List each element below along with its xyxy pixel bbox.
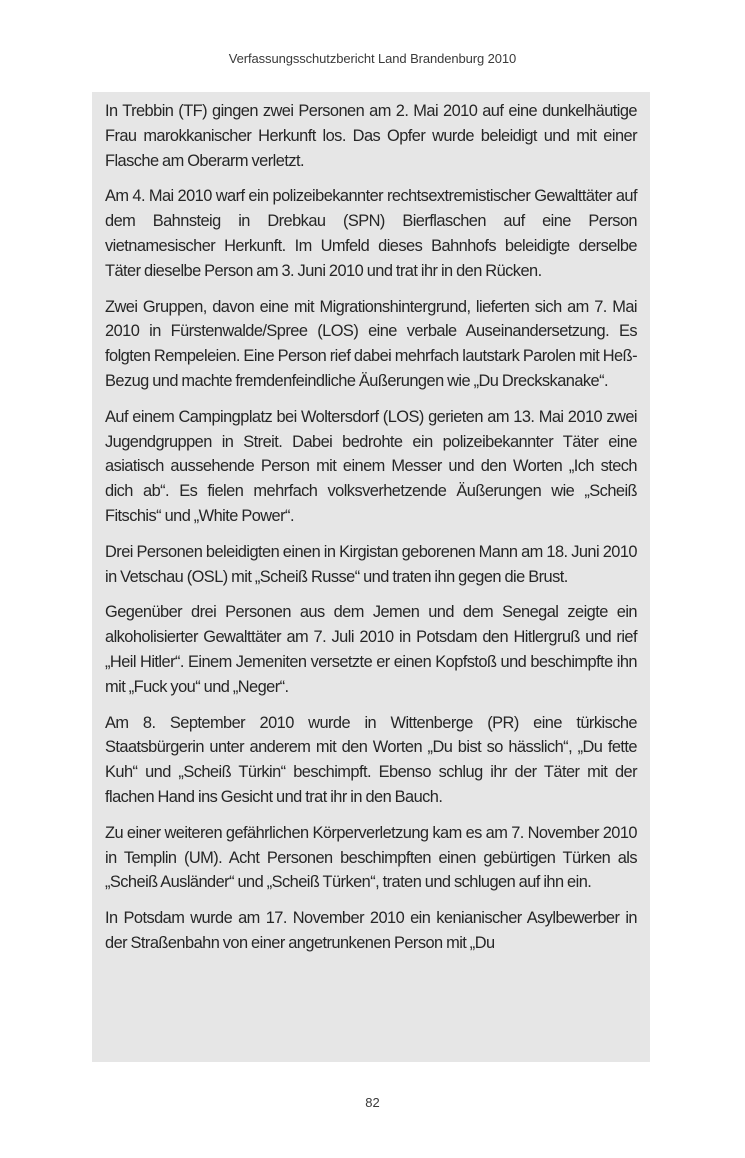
paragraph-potsdam-november: In Potsdam wurde am 17. November 2010 ein kenianischer Asylbewerber in der Straßenbahn von einer angetrunkenen Person mit „Du [105,909,637,952]
paragraph-templin: Zu einer weiteren gefährlichen Körperverletzung kam es am 7. November 2010 in Templin (UM). Acht Personen beschimpften einen gebürtigen Türken als „Scheiß Ausländer“ und „Scheiß Türken“, traten und schlugen auf ihn ein. [105,823,637,892]
paragraph-trebbin: In Trebbin (TF) gingen zwei Personen am 2. Mai 2010 auf eine dunkelhäutige Frau marokkanischer Herkunft los. Das Opfer wurde beleidigt und mit einer Flasche am Oberarm verletzt. [105,102,637,170]
paragraph-potsdam-july: Gegenüber drei Personen aus dem Jemen und dem Senegal zeigte ein alkoholisierter Gewalttäter am 7. Juli 2010 in Potsdam den Hitlergruß und rief „Heil Hitler“. Einem Jemeniten versetzte er einen Kopfstoß und beschimpfte ihn mit „Fuck you“ und „Neger“. [105,603,637,696]
case-examples-box [92,92,650,1062]
paragraph-wittenberge: Am 8. September 2010 wurde in Wittenberge (PR) eine türkische Staatsbürgerin unter anderem mit den Worten „Du bist so hässlich“, „Du fette Kuh“ und „Scheiß Türkin“ beschimpft. Ebenso schlug ihr der Täter mit der flachen Hand ins Gesicht und trat ihr in den Bauch. [105,713,637,806]
paragraph-vetschau: Drei Personen beleidigten einen in Kirgistan geborenen Mann am 18. Juni 2010 in Vetschau (OSL) mit „Scheiß Russe“ und traten ihn gegen die Brust. [105,542,637,586]
paragraph-woltersdorf: Auf einem Campingplatz bei Woltersdorf (LOS) gerieten am 13. Mai 2010 zwei Jugendgruppen in Streit. Dabei bedrohte ein polizeibekannter Täter eine asiatisch aussehende Person mit einem Messer und den Worten „Ich stech dich ab“. Es fielen mehrfach volksverhetzende Äußerungen wie „Scheiß Fitschis“ und „White Power“. [105,407,637,525]
running-header: Verfassungsschutzbericht Land Brandenburg 2010 [228,51,517,66]
paragraph-fuerstenwalde: Zwei Gruppen, davon eine mit Migrationshintergrund, lieferten sich am 7. Mai 2010 in Fürstenwalde/Spree (LOS) eine verbale Auseinandersetzung. Es folgten Rempeleien. Eine Person rief dabei mehrfach lautstark Parolen mit Heß-Bezug und machte fremdenfeindliche Äußerungen wie „Du Dreckskanake“. [105,297,637,390]
paragraph-drebkau: Am 4. Mai 2010 warf ein polizeibekannter rechtsextremistischer Gewalttäter auf dem Bahnsteig in Drebkau (SPN) Bierflaschen auf eine Person vietnamesischer Herkunft. Im Umfeld dieses Bahnhofs beleidigte derselbe Täter dieselbe Person am 3. Juni 2010 und trat ihr in den Rücken. [105,187,637,280]
page-number: 82 [365,1095,380,1110]
